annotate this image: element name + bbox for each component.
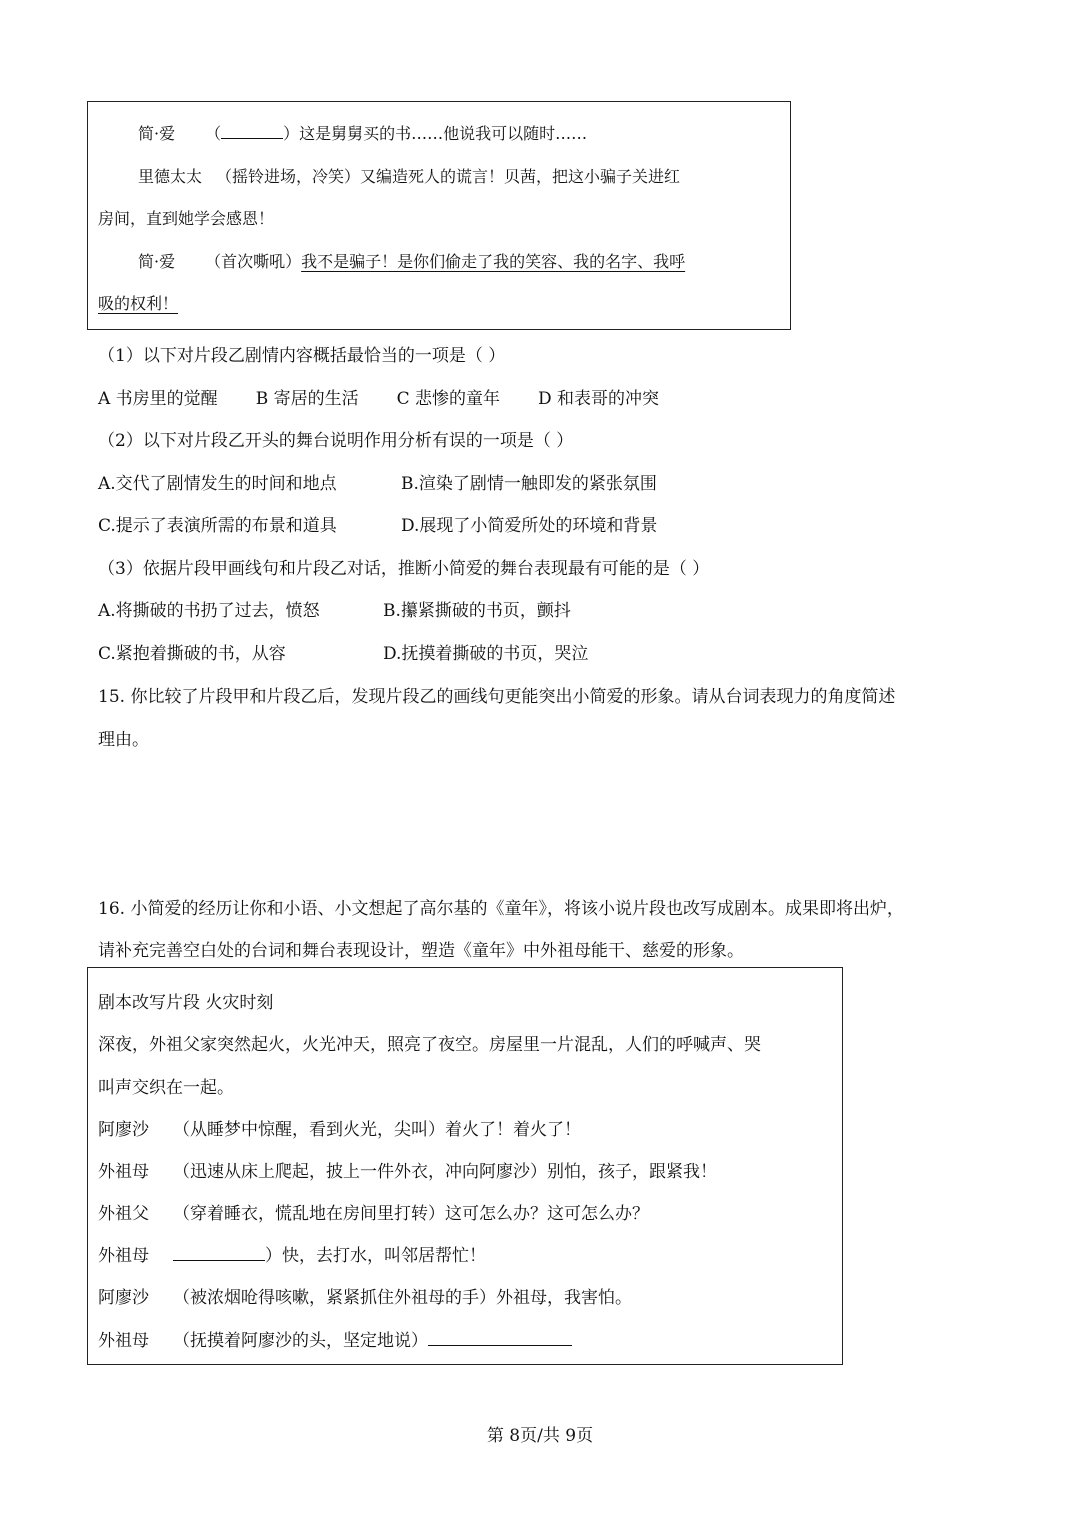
option-row (98, 384, 659, 409)
script-line: 房间，直到她学会感恩！ (98, 209, 275, 228)
speaker: 外祖母 (98, 1246, 149, 1266)
script-line (98, 291, 178, 314)
script-line: 阿廖沙 （从睡梦中惊醒，看到火光，尖叫）着火了！着火了！ (98, 1120, 581, 1140)
speaker: 里德太太 (138, 167, 203, 186)
script-line: 简·爱 （ ）这是舅舅买的书……他说我可以随时…… (138, 124, 588, 143)
option-d[interactable]: D 和表哥的冲突 (538, 389, 660, 409)
script-description: 深夜，外祖父家突然起火，火光冲天，照亮了夜空。房屋里一片混乱，人们的呼喊声、哭 (98, 1035, 761, 1055)
script-title: 剧本改写片段 火灾时刻 (98, 993, 274, 1013)
option-a[interactable]: A.交代了剧情发生的时间和地点 (98, 474, 337, 494)
question-16-text: 16. 小简爱的经历让你和小语、小文想起了高尔基的《童年》，将该小说片段也改写成剧本。成果即将出炉， (98, 899, 904, 919)
script-line: 外祖母 （抚摸着阿廖沙的头，坚定地说） (98, 1326, 572, 1351)
question-15-text: 理由。 (98, 730, 149, 750)
speaker: 简·爱 (138, 124, 176, 143)
question-14-3-stem: （3）依据片段甲画线句和片段乙对话，推断小简爱的舞台表现最有可能的是（ ） (98, 559, 710, 579)
underlined-sentence: 吸的权利！ (98, 294, 179, 313)
speaker: 外祖父 (98, 1204, 149, 1224)
script-line: 外祖母 ）快，去打水，叫邻居帮忙！ (98, 1246, 486, 1266)
speaker: 简·爱 (138, 252, 176, 271)
speaker: 外祖母 (98, 1162, 149, 1182)
underlined-sentence: 我不是骗子！是你们偷走了我的笑容、我的名字、我呼 (301, 252, 686, 271)
option-a[interactable]: A 书房里的觉醒 (98, 389, 218, 409)
answer-blank[interactable] (428, 1329, 572, 1346)
option-a[interactable]: A.将撕破的书扔了过去，愤怒 (98, 601, 320, 621)
question-14-1-stem: （1）以下对片段乙剧情内容概括最恰当的一项是（ ） (98, 346, 506, 366)
option-c[interactable]: C.提示了表演所需的布景和道具 (98, 516, 337, 536)
speaker: 阿廖沙 (98, 1120, 149, 1140)
speaker: 阿廖沙 (98, 1288, 149, 1308)
question-15-text: 15. 你比较了片段甲和片段乙后，发现片段乙的画线句更能突出小简爱的形象。请从台词表现力的角度简述 (98, 687, 896, 707)
script-description: 叫声交织在一起。 (98, 1078, 234, 1098)
option-d[interactable]: D.展现了小简爱所处的环境和背景 (401, 516, 658, 536)
answer-blank[interactable] (173, 1244, 265, 1261)
script-line: 简·爱 （首次嘶吼）我不是骗子！是你们偷走了我的笑容、我的名字、我呼 (138, 252, 686, 271)
option-c[interactable]: C.紧抱着撕破的书，从容 (98, 644, 286, 664)
option-b[interactable]: B.攥紧撕破的书页，颤抖 (383, 601, 571, 621)
script-line: 外祖母 （迅速从床上爬起，披上一件外衣，冲向阿廖沙）别怕，孩子，跟紧我！ (98, 1162, 717, 1182)
script-line: 里德太太 （摇铃进场，冷笑）又编造死人的谎言！贝茜，把这小骗子关进红 (138, 167, 681, 186)
script-line: 外祖父 （穿着睡衣，慌乱地在房间里打转）这可怎么办？这可怎么办？ (98, 1204, 649, 1224)
answer-blank[interactable] (221, 122, 283, 139)
option-c[interactable]: C 悲惨的童年 (396, 389, 501, 409)
page-number: 第 8页/共 9页 (486, 1426, 594, 1446)
speaker: 外祖母 (98, 1331, 149, 1351)
question-16-text: 请补充完善空白处的台词和舞台表现设计，塑造《童年》中外祖母能干、慈爱的形象。 (98, 941, 744, 961)
question-14-2-stem: （2）以下对片段乙开头的舞台说明作用分析有误的一项是（ ） (98, 431, 574, 451)
option-b[interactable]: B.渲染了剧情一触即发的紧张氛围 (401, 474, 657, 494)
option-b[interactable]: B 寄居的生活 (255, 389, 359, 409)
script-line: 阿廖沙 （被浓烟呛得咳嗽，紧紧抓住外祖母的手）外祖母，我害怕。 (98, 1288, 632, 1308)
option-d[interactable]: D.抚摸着撕破的书页，哭泣 (383, 644, 589, 664)
